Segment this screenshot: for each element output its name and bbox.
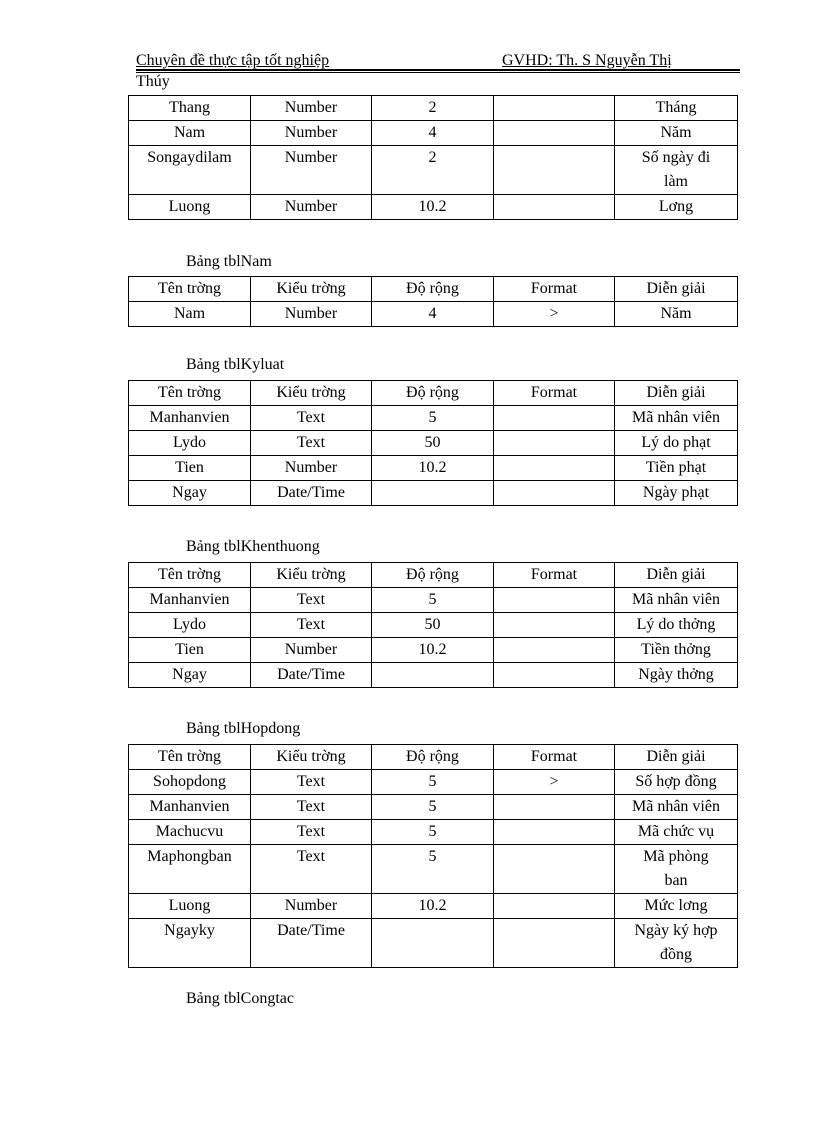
col-header-description: Diễn giải	[615, 745, 738, 770]
col-header-field-type: Kiểu trờng	[251, 381, 372, 406]
cell-field: Luong	[129, 195, 251, 220]
cell-format	[494, 456, 615, 481]
cell-width: 50	[372, 431, 494, 456]
cell-format	[494, 638, 615, 663]
caption-tblnam: Bảng tblNam	[186, 253, 272, 270]
cell-desc: Mức lơng	[615, 894, 738, 919]
table-tblnam	[128, 276, 738, 327]
cell-desc: Mã chức vụ	[615, 820, 738, 845]
cell-width: 5	[372, 406, 494, 431]
cell-format	[494, 406, 615, 431]
cell-desc: Mã nhân viên	[615, 406, 738, 431]
cell-width: 4	[372, 121, 494, 146]
table-continued	[128, 95, 738, 220]
cell-desc: Tiền phạt	[615, 456, 738, 481]
table-row	[129, 613, 738, 638]
table-header-row	[129, 277, 738, 302]
cell-field: Tien	[129, 638, 251, 663]
cell-format	[494, 663, 615, 688]
col-header-width: Độ rộng	[372, 745, 494, 770]
cell-width: 5	[372, 770, 494, 795]
col-header-field-name: Tên trờng	[129, 563, 251, 588]
table-row	[129, 638, 738, 663]
cell-field: Lydo	[129, 431, 251, 456]
header-title: Chuyên đề thực tập tốt nghiệp	[136, 52, 330, 69]
cell-desc: Tháng	[615, 96, 738, 121]
cell-field: Ngayky	[129, 919, 251, 968]
table-row	[129, 406, 738, 431]
cell-type: Text	[251, 613, 372, 638]
table-tblkyluat	[128, 380, 738, 506]
col-header-format: Format	[494, 381, 615, 406]
cell-width: 2	[372, 96, 494, 121]
col-header-field-type: Kiểu trờng	[251, 745, 372, 770]
cell-format	[494, 121, 615, 146]
cell-width	[372, 919, 494, 968]
cell-format: >	[494, 302, 615, 327]
cell-field: Maphongban	[129, 845, 251, 894]
cell-field: Tien	[129, 456, 251, 481]
cell-width: 10.2	[372, 638, 494, 663]
cell-format	[494, 820, 615, 845]
cell-type: Text	[251, 845, 372, 894]
col-header-field-type: Kiểu trờng	[251, 563, 372, 588]
table-row	[129, 431, 738, 456]
cell-desc: Mã nhân viên	[615, 588, 738, 613]
caption-tblcongtac: Bảng tblCongtac	[186, 990, 294, 1007]
table-row	[129, 845, 738, 894]
cell-type: Number	[251, 121, 372, 146]
table-row	[129, 481, 738, 506]
cell-desc: Số ngày đi làm	[615, 146, 738, 195]
col-header-format: Format	[494, 745, 615, 770]
table-tblhopdong	[128, 744, 738, 968]
cell-field: Manhanvien	[129, 588, 251, 613]
cell-type: Date/Time	[251, 663, 372, 688]
table-row	[129, 795, 738, 820]
cell-field: Ngay	[129, 481, 251, 506]
cell-width: 50	[372, 613, 494, 638]
table-tblkhenthuong	[128, 562, 738, 688]
cell-width: 5	[372, 845, 494, 894]
cell-width: 10.2	[372, 195, 494, 220]
col-header-field-name: Tên trờng	[129, 381, 251, 406]
cell-width	[372, 481, 494, 506]
cell-type: Text	[251, 406, 372, 431]
cell-format	[494, 613, 615, 638]
cell-desc: Mã nhân viên	[615, 795, 738, 820]
caption-tblhopdong: Bảng tblHopdong	[186, 720, 301, 737]
caption-tblkyluat: Bảng tblKyluat	[186, 356, 285, 373]
cell-field: Lydo	[129, 613, 251, 638]
table-row	[129, 121, 738, 146]
header-advisor: GVHD: Th. S Nguyễn Thị	[502, 52, 672, 69]
cell-field: Nam	[129, 302, 251, 327]
cell-field: Luong	[129, 894, 251, 919]
col-header-field-type: Kiểu trờng	[251, 277, 372, 302]
col-header-width: Độ rộng	[372, 381, 494, 406]
header-advisor-continuation: Thúy	[136, 73, 170, 90]
cell-type: Number	[251, 146, 372, 195]
table-header-row	[129, 563, 738, 588]
cell-field: Manhanvien	[129, 406, 251, 431]
table-row	[129, 820, 738, 845]
cell-type: Text	[251, 431, 372, 456]
cell-type: Number	[251, 96, 372, 121]
cell-type: Number	[251, 456, 372, 481]
cell-type: Text	[251, 795, 372, 820]
cell-width: 2	[372, 146, 494, 195]
cell-desc: Ngày phạt	[615, 481, 738, 506]
cell-format	[494, 431, 615, 456]
cell-format	[494, 96, 615, 121]
col-header-description: Diễn giải	[615, 381, 738, 406]
cell-width: 4	[372, 302, 494, 327]
col-header-field-name: Tên trờng	[129, 277, 251, 302]
cell-type: Text	[251, 588, 372, 613]
cell-desc: Ngày ký hợp đồng	[615, 919, 738, 968]
cell-format	[494, 845, 615, 894]
cell-format: >	[494, 770, 615, 795]
cell-field: Manhanvien	[129, 795, 251, 820]
cell-field: Thang	[129, 96, 251, 121]
table-row	[129, 302, 738, 327]
cell-type: Number	[251, 894, 372, 919]
col-header-format: Format	[494, 563, 615, 588]
table-row	[129, 894, 738, 919]
cell-type: Text	[251, 770, 372, 795]
table-row	[129, 663, 738, 688]
cell-desc: Lơng	[615, 195, 738, 220]
cell-desc: Tiền thởng	[615, 638, 738, 663]
cell-desc: Ngày thởng	[615, 663, 738, 688]
cell-format	[494, 481, 615, 506]
cell-desc: Lý do thởng	[615, 613, 738, 638]
cell-width: 5	[372, 795, 494, 820]
cell-format	[494, 146, 615, 195]
cell-format	[494, 795, 615, 820]
page-header	[136, 52, 740, 70]
cell-desc: Lý do phạt	[615, 431, 738, 456]
cell-desc: Năm	[615, 121, 738, 146]
cell-type: Text	[251, 820, 372, 845]
table-header-row	[129, 381, 738, 406]
col-header-description: Diễn giải	[615, 277, 738, 302]
cell-type: Number	[251, 302, 372, 327]
cell-type: Number	[251, 195, 372, 220]
cell-format	[494, 894, 615, 919]
col-header-width: Độ rộng	[372, 277, 494, 302]
table-row	[129, 770, 738, 795]
col-header-width: Độ rộng	[372, 563, 494, 588]
cell-desc: Mã phòng ban	[615, 845, 738, 894]
cell-width: 10.2	[372, 456, 494, 481]
cell-type: Number	[251, 638, 372, 663]
cell-field: Machucvu	[129, 820, 251, 845]
cell-type: Date/Time	[251, 481, 372, 506]
cell-width: 5	[372, 820, 494, 845]
table-row	[129, 919, 738, 968]
cell-format	[494, 195, 615, 220]
cell-desc: Năm	[615, 302, 738, 327]
col-header-format: Format	[494, 277, 615, 302]
cell-width: 5	[372, 588, 494, 613]
col-header-field-name: Tên trờng	[129, 745, 251, 770]
table-row	[129, 146, 738, 195]
cell-width: 10.2	[372, 894, 494, 919]
cell-field: Nam	[129, 121, 251, 146]
cell-desc: Số hợp đồng	[615, 770, 738, 795]
cell-type: Date/Time	[251, 919, 372, 968]
header-rule	[136, 69, 740, 73]
table-header-row	[129, 745, 738, 770]
cell-field: Sohopdong	[129, 770, 251, 795]
cell-format	[494, 919, 615, 968]
caption-tblkhenthuong: Bảng tblKhenthuong	[186, 538, 320, 555]
table-row	[129, 456, 738, 481]
table-row	[129, 588, 738, 613]
table-row	[129, 96, 738, 121]
cell-field: Ngay	[129, 663, 251, 688]
col-header-description: Diễn giải	[615, 563, 738, 588]
cell-width	[372, 663, 494, 688]
table-row	[129, 195, 738, 220]
cell-field: Songaydilam	[129, 146, 251, 195]
cell-format	[494, 588, 615, 613]
